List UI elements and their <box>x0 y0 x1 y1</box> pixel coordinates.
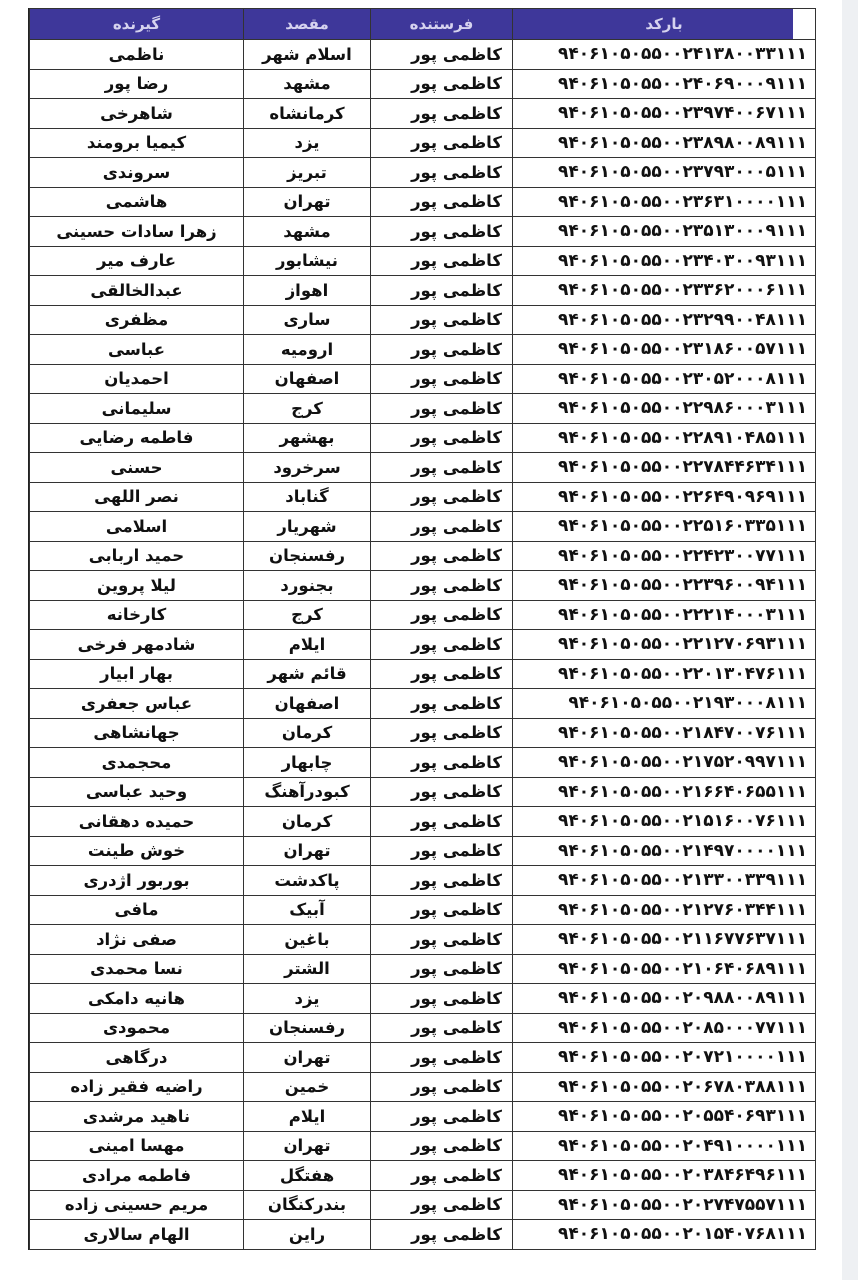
destination-cell: شهریار <box>244 512 371 542</box>
recipient-cell: راضیه فقیر زاده <box>30 1072 244 1102</box>
barcode-cell: ۹۴۰۶۱۰۵۰۵۵۰۰۲۳۶۳۱۰۰۰۰۱۱۱ <box>513 187 816 217</box>
sender-cell: کاظمی پور <box>371 1013 513 1043</box>
barcode-cell: ۹۴۰۶۱۰۵۰۵۵۰۰۲۲۹۸۶۰۰۰۳۱۱۱ <box>513 394 816 424</box>
table-row <box>30 630 816 660</box>
destination-cell: تهران <box>244 187 371 217</box>
sender-cell: کاظمی پور <box>371 571 513 601</box>
recipient-cell: رضا پور <box>30 69 244 99</box>
barcode-cell: ۹۴۰۶۱۰۵۰۵۵۰۰۲۳۵۱۳۰۰۰۹۱۱۱ <box>513 217 816 247</box>
recipient-cell: محمودی <box>30 1013 244 1043</box>
destination-cell: ارومیه <box>244 335 371 365</box>
destination-cell: بهشهر <box>244 423 371 453</box>
destination-cell: تبریز <box>244 158 371 188</box>
destination-cell: رفسنجان <box>244 541 371 571</box>
recipient-cell: مافی <box>30 895 244 925</box>
destination-cell: الشتر <box>244 954 371 984</box>
sender-cell: کاظمی پور <box>371 305 513 335</box>
barcode-cell: ۹۴۰۶۱۰۵۰۵۵۰۰۲۱۴۹۷۰۰۰۰۱۱۱ <box>513 836 816 866</box>
sender-cell: کاظمی پور <box>371 512 513 542</box>
barcode-cell: ۹۴۰۶۱۰۵۰۵۵۰۰۲۳۳۶۲۰۰۰۶۱۱۱ <box>513 276 816 306</box>
recipient-cell: ناظمی <box>30 40 244 70</box>
header-destination: مقصد <box>244 9 371 40</box>
table-row <box>30 482 816 512</box>
destination-cell: باغین <box>244 925 371 955</box>
sender-cell: کاظمی پور <box>371 807 513 837</box>
sender-cell: کاظمی پور <box>371 718 513 748</box>
table-row <box>30 659 816 689</box>
destination-cell: کرج <box>244 600 371 630</box>
destination-cell: هفتگل <box>244 1161 371 1191</box>
recipient-cell: عارف میر <box>30 246 244 276</box>
sender-cell: کاظمی پور <box>371 925 513 955</box>
recipient-cell: احمدیان <box>30 364 244 394</box>
barcode-cell: ۹۴۰۶۱۰۵۰۵۵۰۰۲۰۸۵۰۰۰۷۷۱۱۱ <box>513 1013 816 1043</box>
table-row <box>30 99 816 129</box>
table-row <box>30 305 816 335</box>
barcode-cell: ۹۴۰۶۱۰۵۰۵۵۰۰۲۰۳۸۴۶۴۹۶۱۱۱ <box>513 1161 816 1191</box>
destination-cell: تهران <box>244 1131 371 1161</box>
recipient-cell: صفی نژاد <box>30 925 244 955</box>
barcode-cell: ۹۴۰۶۱۰۵۰۵۵۰۰۲۰۶۷۸۰۳۸۸۱۱۱ <box>513 1072 816 1102</box>
table-row <box>30 1220 816 1250</box>
table-row <box>30 541 816 571</box>
header-sender: فرستنده <box>371 9 513 40</box>
header-row <box>30 9 816 40</box>
table-row <box>30 453 816 483</box>
barcode-cell: ۹۴۰۶۱۰۵۰۵۵۰۰۲۱۵۱۶۰۰۷۶۱۱۱ <box>513 807 816 837</box>
barcode-cell: ۹۴۰۶۱۰۵۰۵۵۰۰۲۳۹۷۴۰۰۶۷۱۱۱ <box>513 99 816 129</box>
recipient-cell: فاطمه رضایی <box>30 423 244 453</box>
barcode-cell: ۹۴۰۶۱۰۵۰۵۵۰۰۲۰۹۸۸۰۰۸۹۱۱۱ <box>513 984 816 1014</box>
sender-cell: کاظمی پور <box>371 984 513 1014</box>
barcode-cell: ۹۴۰۶۱۰۵۰۵۵۰۰۲۱۱۶۷۷۶۳۷۱۱۱ <box>513 925 816 955</box>
destination-cell: آبیک <box>244 895 371 925</box>
destination-cell: بجنورد <box>244 571 371 601</box>
destination-cell: یزد <box>244 984 371 1014</box>
barcode-cell: ۹۴۰۶۱۰۵۰۵۵۰۰۲۲۳۹۶۰۰۹۴۱۱۱ <box>513 571 816 601</box>
table-row <box>30 571 816 601</box>
recipient-cell: بوربور اژدری <box>30 866 244 896</box>
destination-cell: تهران <box>244 1043 371 1073</box>
sender-cell: کاظمی پور <box>371 335 513 365</box>
sender-cell: کاظمی پور <box>371 1131 513 1161</box>
recipient-cell: جهانشاهی <box>30 718 244 748</box>
table-row <box>30 187 816 217</box>
barcode-cell: ۹۴۰۶۱۰۵۰۵۵۰۰۲۰۲۷۴۷۵۵۷۱۱۱ <box>513 1190 816 1220</box>
table-row <box>30 895 816 925</box>
sender-cell: کاظمی پور <box>371 364 513 394</box>
table-row <box>30 364 816 394</box>
barcode-cell: ۹۴۰۶۱۰۵۰۵۵۰۰۲۱۷۵۲۰۹۹۷۱۱۱ <box>513 748 816 778</box>
destination-cell: مشهد <box>244 69 371 99</box>
barcode-cell: ۹۴۰۶۱۰۵۰۵۵۰۰۲۲۴۲۳۰۰۷۷۱۱۱ <box>513 541 816 571</box>
barcode-cell: ۹۴۰۶۱۰۵۰۵۵۰۰۲۰۵۵۴۰۶۹۳۱۱۱ <box>513 1102 816 1132</box>
destination-cell: نیشابور <box>244 246 371 276</box>
table-row <box>30 984 816 1014</box>
recipient-cell: سلیمانی <box>30 394 244 424</box>
recipient-cell: الهام سالاری <box>30 1220 244 1250</box>
destination-cell: خمین <box>244 1072 371 1102</box>
table-body <box>30 40 816 1250</box>
table-row <box>30 394 816 424</box>
destination-cell: مشهد <box>244 217 371 247</box>
table-row <box>30 512 816 542</box>
destination-cell: کرمانشاه <box>244 99 371 129</box>
barcode-cell: ۹۴۰۶۱۰۵۰۵۵۰۰۲۱۸۴۷۰۰۷۶۱۱۱ <box>513 718 816 748</box>
recipient-cell: فاطمه مرادی <box>30 1161 244 1191</box>
barcode-cell: ۹۴۰۶۱۰۵۰۵۵۰۰۲۰۴۹۱۰۰۰۰۱۱۱ <box>513 1131 816 1161</box>
sender-cell: کاظمی پور <box>371 187 513 217</box>
sender-cell: کاظمی پور <box>371 954 513 984</box>
recipient-cell: مهسا امینی <box>30 1131 244 1161</box>
shipment-table <box>29 8 816 1250</box>
destination-cell: گناباد <box>244 482 371 512</box>
recipient-cell: کیمیا برومند <box>30 128 244 158</box>
destination-cell: بندرکنگان <box>244 1190 371 1220</box>
recipient-cell: نصر اللهی <box>30 482 244 512</box>
destination-cell: سرخرود <box>244 453 371 483</box>
table-row <box>30 1013 816 1043</box>
destination-cell: کرمان <box>244 718 371 748</box>
destination-cell: ایلام <box>244 1102 371 1132</box>
sender-cell: کاظمی پور <box>371 1190 513 1220</box>
table-row <box>30 69 816 99</box>
destination-cell: ساری <box>244 305 371 335</box>
barcode-cell: ۹۴۰۶۱۰۵۰۵۵۰۰۲۱۰۶۴۰۶۸۹۱۱۱ <box>513 954 816 984</box>
sender-cell: کاظمی پور <box>371 748 513 778</box>
sender-cell: کاظمی پور <box>371 777 513 807</box>
barcode-cell: ۹۴۰۶۱۰۵۰۵۵۰۰۲۳۱۸۶۰۰۵۷۱۱۱ <box>513 335 816 365</box>
destination-cell: کبودرآهنگ <box>244 777 371 807</box>
destination-cell: رفسنجان <box>244 1013 371 1043</box>
sender-cell: کاظمی پور <box>371 40 513 70</box>
sender-cell: کاظمی پور <box>371 99 513 129</box>
recipient-cell: مریم حسینی زاده <box>30 1190 244 1220</box>
barcode-cell: ۹۴۰۶۱۰۵۰۵۵۰۰۲۲۰۱۳۰۴۷۶۱۱۱ <box>513 659 816 689</box>
table-row <box>30 246 816 276</box>
table-row <box>30 718 816 748</box>
sender-cell: کاظمی پور <box>371 1220 513 1250</box>
recipient-cell: درگاهی <box>30 1043 244 1073</box>
recipient-cell: حسنی <box>30 453 244 483</box>
table-row <box>30 1072 816 1102</box>
barcode-cell: ۹۴۰۶۱۰۵۰۵۵۰۰۲۳۸۹۸۰۰۸۹۱۱۱ <box>513 128 816 158</box>
recipient-cell: هاشمی <box>30 187 244 217</box>
table-row <box>30 158 816 188</box>
destination-cell: چابهار <box>244 748 371 778</box>
barcode-cell: ۹۴۰۶۱۰۵۰۵۵۰۰۲۳۰۵۲۰۰۰۸۱۱۱ <box>513 364 816 394</box>
sender-cell: کاظمی پور <box>371 482 513 512</box>
table-row <box>30 689 816 719</box>
sender-cell: کاظمی پور <box>371 276 513 306</box>
sender-cell: کاظمی پور <box>371 1102 513 1132</box>
destination-cell: پاکدشت <box>244 866 371 896</box>
recipient-cell: شاهرخی <box>30 99 244 129</box>
sender-cell: کاظمی پور <box>371 394 513 424</box>
destination-cell: راین <box>244 1220 371 1250</box>
barcode-cell: ۹۴۰۶۱۰۵۰۵۵۰۰۲۱۳۳۰۰۳۳۹۱۱۱ <box>513 866 816 896</box>
destination-cell: کرمان <box>244 807 371 837</box>
recipient-cell: سروندی <box>30 158 244 188</box>
table-row <box>30 1161 816 1191</box>
sender-cell: کاظمی پور <box>371 1072 513 1102</box>
sender-cell: کاظمی پور <box>371 453 513 483</box>
table-row <box>30 276 816 306</box>
barcode-cell: ۹۴۰۶۱۰۵۰۵۵۰۰۲۱۲۷۶۰۳۴۴۱۱۱ <box>513 895 816 925</box>
barcode-cell: ۹۴۰۶۱۰۵۰۵۵۰۰۲۲۲۱۴۰۰۰۳۱۱۱ <box>513 600 816 630</box>
recipient-cell: مظفری <box>30 305 244 335</box>
barcode-cell: ۹۴۰۶۱۰۵۰۵۵۰۰۲۴۰۶۹۰۰۰۹۱۱۱ <box>513 69 816 99</box>
table-row <box>30 423 816 453</box>
recipient-cell: وحید عباسی <box>30 777 244 807</box>
page-edge-strip <box>842 0 858 1280</box>
table-row <box>30 777 816 807</box>
recipient-cell: حمیده دهقانی <box>30 807 244 837</box>
barcode-cell: ۹۴۰۶۱۰۵۰۵۵۰۰۲۰۱۵۴۰۷۶۸۱۱۱ <box>513 1220 816 1250</box>
sender-cell: کاظمی پور <box>371 246 513 276</box>
sender-cell: کاظمی پور <box>371 217 513 247</box>
table-row <box>30 335 816 365</box>
table-row <box>30 954 816 984</box>
barcode-cell: ۹۴۰۶۱۰۵۰۵۵۰۰۲۲۶۴۹۰۹۶۹۱۱۱ <box>513 482 816 512</box>
table-row <box>30 128 816 158</box>
table-row <box>30 748 816 778</box>
table-row <box>30 836 816 866</box>
destination-cell: کرج <box>244 394 371 424</box>
recipient-cell: عباس جعفری <box>30 689 244 719</box>
table-row <box>30 1131 816 1161</box>
table-row <box>30 1102 816 1132</box>
sender-cell: کاظمی پور <box>371 128 513 158</box>
recipient-cell: محجمدی <box>30 748 244 778</box>
barcode-cell: ۹۴۰۶۱۰۵۰۵۵۰۰۲۳۷۹۳۰۰۰۵۱۱۱ <box>513 158 816 188</box>
table-row <box>30 807 816 837</box>
sender-cell: کاظمی پور <box>371 836 513 866</box>
destination-cell: ایلام <box>244 630 371 660</box>
recipient-cell: عبدالخالقی <box>30 276 244 306</box>
recipient-cell: لیلا پروین <box>30 571 244 601</box>
barcode-cell: ۹۴۰۶۱۰۵۰۵۵۰۰۲۳۴۰۳۰۰۹۳۱۱۱ <box>513 246 816 276</box>
recipient-cell: حمید اربابی <box>30 541 244 571</box>
table-row <box>30 925 816 955</box>
table-row <box>30 217 816 247</box>
destination-cell: یزد <box>244 128 371 158</box>
table-row <box>30 40 816 70</box>
barcode-cell: ۹۴۰۶۱۰۵۰۵۵۰۰۲۱۶۶۴۰۶۵۵۱۱۱ <box>513 777 816 807</box>
sender-cell: کاظمی پور <box>371 541 513 571</box>
sender-cell: کاظمی پور <box>371 1043 513 1073</box>
recipient-cell: خوش طینت <box>30 836 244 866</box>
recipient-cell: بهار ابیار <box>30 659 244 689</box>
recipient-cell: ناهید مرشدی <box>30 1102 244 1132</box>
recipient-cell: زهرا سادات حسینی <box>30 217 244 247</box>
table-row <box>30 866 816 896</box>
sender-cell: کاظمی پور <box>371 866 513 896</box>
table-row <box>30 600 816 630</box>
destination-cell: اسلام شهر <box>244 40 371 70</box>
barcode-cell: ۹۴۰۶۱۰۵۰۵۵۰۰۲۲۸۹۱۰۴۸۵۱۱۱ <box>513 423 816 453</box>
destination-cell: اصفهان <box>244 364 371 394</box>
header-recipient: گیرنده <box>30 9 244 40</box>
shipment-sheet <box>28 8 816 1250</box>
barcode-cell: ۹۴۰۶۱۰۵۰۵۵۰۰۲۲۷۸۴۴۶۳۴۱۱۱ <box>513 453 816 483</box>
destination-cell: تهران <box>244 836 371 866</box>
recipient-cell: اسلامی <box>30 512 244 542</box>
destination-cell: قائم شهر <box>244 659 371 689</box>
header-corner-blank <box>793 9 815 39</box>
barcode-cell: ۹۴۰۶۱۰۵۰۵۵۰۰۲۱۹۳۰۰۰۸۱۱۱ <box>513 689 816 719</box>
recipient-cell: نسا محمدی <box>30 954 244 984</box>
barcode-cell: ۹۴۰۶۱۰۵۰۵۵۰۰۲۳۲۹۹۰۰۴۸۱۱۱ <box>513 305 816 335</box>
recipient-cell: عباسی <box>30 335 244 365</box>
table-header <box>30 9 816 40</box>
sender-cell: کاظمی پور <box>371 630 513 660</box>
sender-cell: کاظمی پور <box>371 69 513 99</box>
recipient-cell: شادمهر فرخی <box>30 630 244 660</box>
sender-cell: کاظمی پور <box>371 1161 513 1191</box>
table-row <box>30 1043 816 1073</box>
barcode-cell: ۹۴۰۶۱۰۵۰۵۵۰۰۲۲۵۱۶۰۳۳۵۱۱۱ <box>513 512 816 542</box>
barcode-cell: ۹۴۰۶۱۰۵۰۵۵۰۰۲۴۱۳۸۰۰۳۳۱۱۱ <box>513 40 816 70</box>
header-barcode <box>513 9 816 40</box>
table-row <box>30 1190 816 1220</box>
recipient-cell: کارخانه <box>30 600 244 630</box>
header-barcode-label: بارکد <box>645 15 683 33</box>
sender-cell: کاظمی پور <box>371 659 513 689</box>
sender-cell: کاظمی پور <box>371 600 513 630</box>
sender-cell: کاظمی پور <box>371 423 513 453</box>
barcode-cell: ۹۴۰۶۱۰۵۰۵۵۰۰۲۰۷۲۱۰۰۰۰۱۱۱ <box>513 1043 816 1073</box>
sender-cell: کاظمی پور <box>371 689 513 719</box>
sender-cell: کاظمی پور <box>371 895 513 925</box>
destination-cell: اهواز <box>244 276 371 306</box>
destination-cell: اصفهان <box>244 689 371 719</box>
sender-cell: کاظمی پور <box>371 158 513 188</box>
barcode-cell: ۹۴۰۶۱۰۵۰۵۵۰۰۲۲۱۲۷۰۶۹۳۱۱۱ <box>513 630 816 660</box>
recipient-cell: هانیه دامکی <box>30 984 244 1014</box>
